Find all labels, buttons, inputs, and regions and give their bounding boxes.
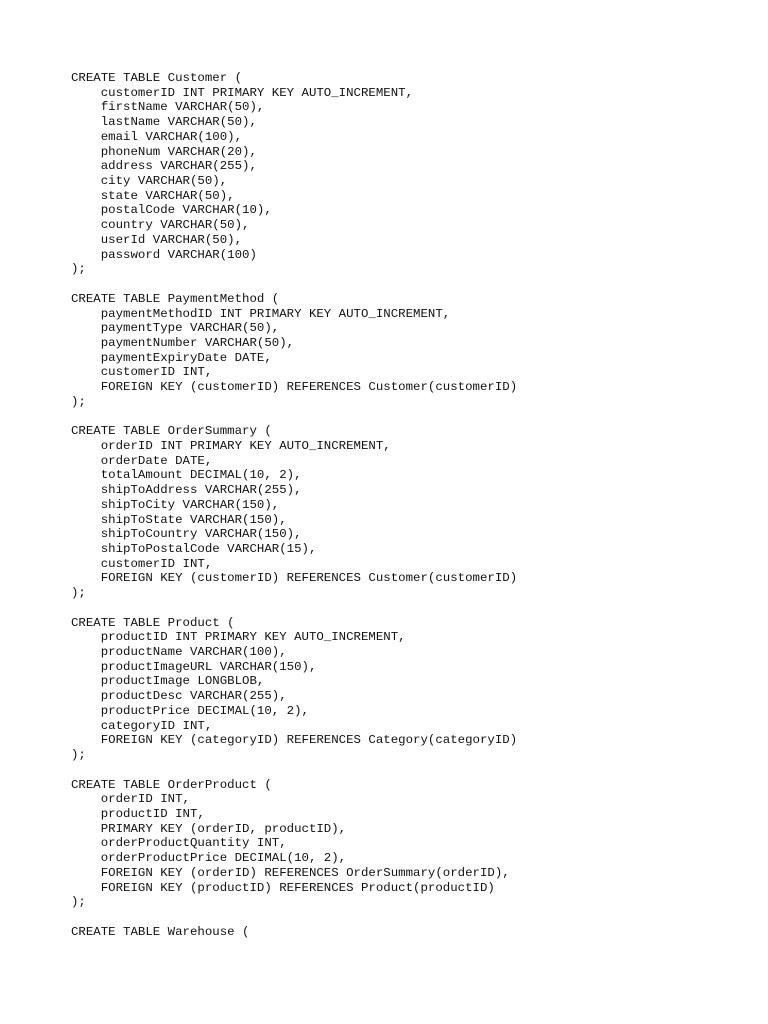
- code-line: phoneNum VARCHAR(20),: [71, 144, 257, 159]
- code-line: FOREIGN KEY (orderID) REFERENCES OrderSummary(orderID),: [71, 865, 510, 880]
- code-line: );: [71, 394, 86, 409]
- code-line: [71, 601, 517, 616]
- code-line: shipToCity VARCHAR(150),: [71, 497, 280, 512]
- code-line: productID INT PRIMARY KEY AUTO_INCREMENT,: [71, 630, 406, 645]
- code-line: productDesc VARCHAR(255),: [71, 689, 287, 704]
- code-line: productImageURL VARCHAR(150),: [71, 659, 317, 674]
- code-line: shipToAddress VARCHAR(255),: [71, 483, 302, 498]
- code-line: shipToPostalCode VARCHAR(15),: [71, 542, 317, 556]
- code-line: address VARCHAR(255),: [71, 159, 257, 174]
- code-line: email VARCHAR(100),: [71, 129, 243, 144]
- code-line: );: [71, 895, 86, 910]
- code-line: paymentNumber VARCHAR(50),: [71, 335, 295, 350]
- code-line: totalAmount DECIMAL(10, 2),: [71, 468, 302, 483]
- code-line: productPrice DECIMAL(10, 2),: [71, 703, 309, 718]
- code-line: CREATE TABLE PaymentMethod (: [71, 291, 280, 306]
- code-line: FOREIGN KEY (customerID) REFERENCES Customer(customerID): [71, 571, 518, 586]
- code-line: orderID INT,: [71, 792, 190, 807]
- code-line: password VARCHAR(100): [71, 247, 257, 262]
- code-line: paymentExpiryDate DATE,: [71, 350, 272, 365]
- code-line: orderID INT PRIMARY KEY AUTO_INCREMENT,: [71, 438, 391, 453]
- code-line: [71, 410, 517, 425]
- code-line: customerID INT,: [71, 556, 213, 571]
- code-line: productImage LONGBLOB,: [71, 674, 265, 689]
- code-line: paymentType VARCHAR(50),: [71, 321, 280, 336]
- code-line: productName VARCHAR(100),: [71, 645, 287, 660]
- code-line: city VARCHAR(50),: [71, 174, 228, 189]
- code-line: orderProductQuantity INT,: [71, 836, 287, 851]
- code-line: country VARCHAR(50),: [71, 218, 250, 233]
- code-line: userId VARCHAR(50),: [71, 232, 243, 247]
- code-line: CREATE TABLE Customer (: [71, 71, 243, 85]
- code-line: customerID INT,: [71, 365, 213, 380]
- code-line: CREATE TABLE OrderProduct (: [71, 777, 272, 792]
- code-line: );: [71, 262, 86, 277]
- code-line: PRIMARY KEY (orderID, productID),: [71, 821, 347, 836]
- code-line: state VARCHAR(50),: [71, 188, 235, 203]
- code-line: lastName VARCHAR(50),: [71, 115, 257, 130]
- code-line: );: [71, 748, 86, 763]
- code-line: );: [71, 586, 86, 601]
- code-line: [71, 277, 517, 292]
- code-line: FOREIGN KEY (productID) REFERENCES Product(productID): [71, 880, 495, 895]
- code-line: customerID INT PRIMARY KEY AUTO_INCREMENT,: [71, 85, 414, 100]
- code-line: shipToCountry VARCHAR(150),: [71, 527, 302, 542]
- code-line: productID INT,: [71, 806, 205, 821]
- code-line: paymentMethodID INT PRIMARY KEY AUTO_INCREMENT,: [71, 306, 451, 321]
- code-line: postalCode VARCHAR(10),: [71, 203, 272, 218]
- sql-code-block: [71, 71, 517, 939]
- code-line: FOREIGN KEY (customerID) REFERENCES Customer(customerID): [71, 380, 518, 395]
- code-line: [71, 910, 517, 925]
- code-line: shipToState VARCHAR(150),: [71, 512, 287, 527]
- code-line: CREATE TABLE Product (: [71, 615, 235, 630]
- code-line: FOREIGN KEY (categoryID) REFERENCES Category(categoryID): [71, 733, 518, 748]
- code-line: categoryID INT,: [71, 718, 213, 733]
- code-line: orderProductPrice DECIMAL(10, 2),: [71, 851, 347, 866]
- code-line: firstName VARCHAR(50),: [71, 100, 265, 115]
- code-line: CREATE TABLE OrderSummary (: [71, 424, 272, 439]
- code-line: orderDate DATE,: [71, 453, 213, 468]
- code-line: [71, 763, 517, 778]
- code-line: CREATE TABLE Warehouse (: [71, 924, 250, 939]
